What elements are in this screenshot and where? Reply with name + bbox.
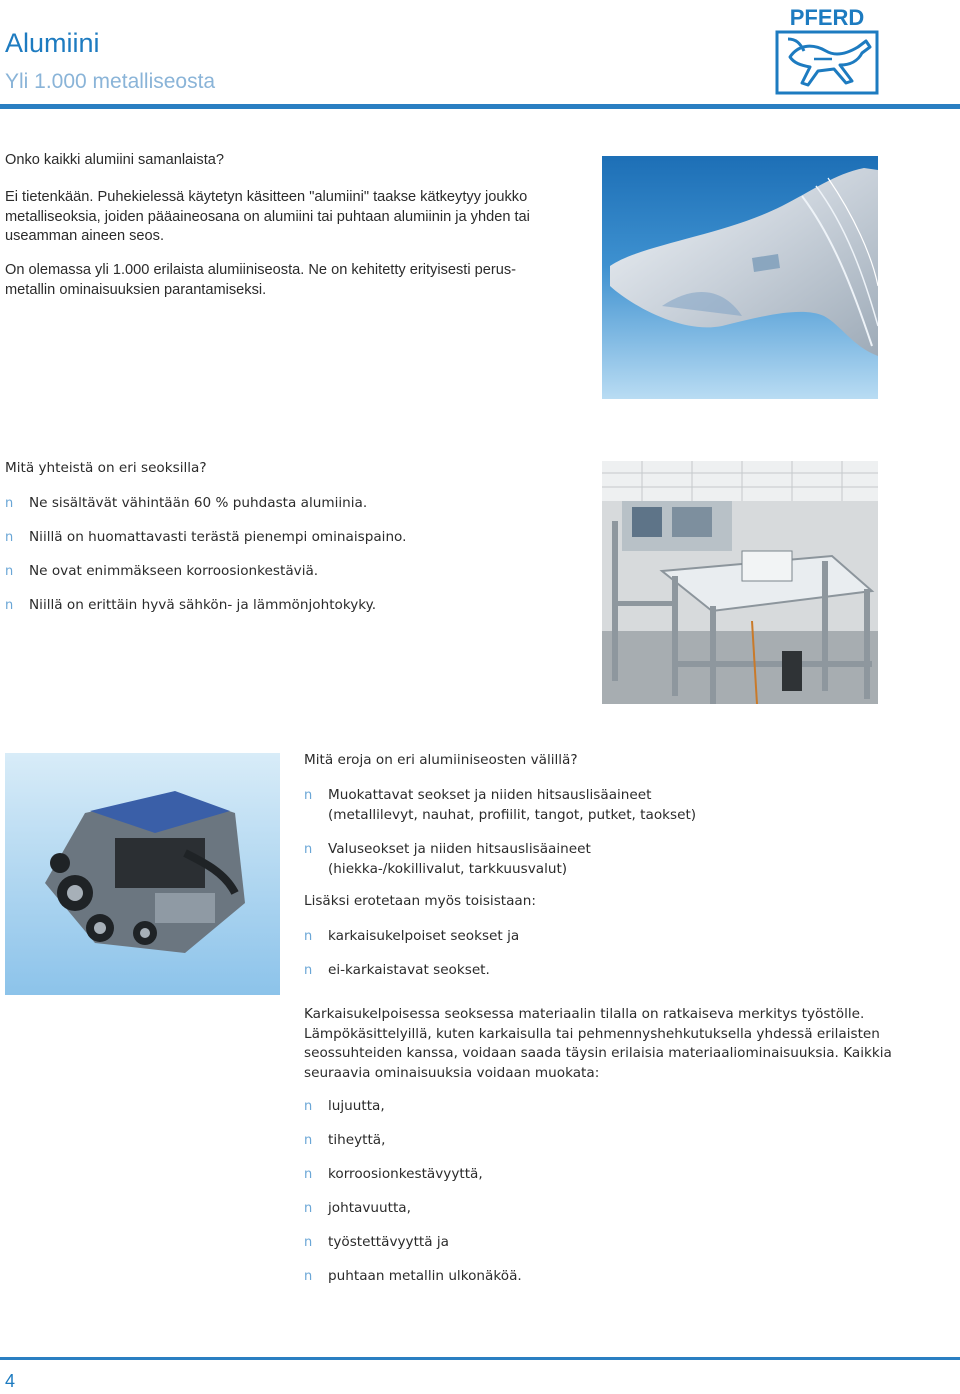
bullet-icon: n	[304, 788, 313, 803]
common-question: Mitä yhteistä on eri seoksilla?	[5, 460, 207, 476]
intro-paragraph-2	[5, 261, 595, 300]
intro-paragraph: Ei tietenkään. Puhekielessä käytetyn käsitteen "alumiini" taakse kätkeytyy joukko metalliseoksia, joiden pääaineosana on alumiini tai puhtaan alumiinin ja yhden tai useamman aineen seos.	[5, 189, 530, 245]
bullet-icon: n	[304, 1099, 313, 1114]
list-item: n Niillä on erittäin hyvä sähkön- ja lämmönjohtokyky.	[5, 596, 406, 630]
page-number: 4	[5, 1371, 16, 1391]
bullet-icon: n	[304, 929, 313, 944]
engine-photo	[5, 753, 280, 995]
list-item: n Niillä on huomattavasti terästä pienempi ominaispaino.	[5, 528, 406, 562]
intro-paragraph-2-line: On olemassa yli 1.000 erilaista alumiiniseosta. Ne on kehitetty erityisesti perus-	[5, 262, 517, 278]
list-item: n korroosionkestävyyttä,	[304, 1165, 522, 1199]
workshop-photo	[602, 461, 878, 704]
hardening-list	[304, 927, 519, 995]
bullet-icon: n	[304, 1269, 313, 1284]
alloy-types-list	[304, 786, 696, 894]
list-item: n ei-karkaistavat seokset.	[304, 961, 519, 995]
list-item: n johtavuutta,	[304, 1199, 522, 1233]
bullet-icon: n	[304, 963, 313, 978]
list-item: n Ne ovat enimmäkseen korroosionkestäviä.	[5, 562, 406, 596]
bullet-icon: n	[304, 1133, 313, 1148]
bullet-icon: n	[304, 1235, 313, 1250]
bullet-icon: n	[5, 530, 14, 545]
list-item: n lujuutta,	[304, 1097, 522, 1131]
list-item: n Valuseokset ja niiden hitsauslisäaineet (hiekka-/kokillivalut, tarkkuusvalut)	[304, 841, 591, 877]
header-rule	[0, 104, 960, 109]
intro-question: Onko kaikki alumiini samanlaista?	[5, 152, 224, 168]
bullet-icon: n	[5, 598, 14, 613]
pferd-logo	[774, 5, 880, 95]
bullet-icon: n	[304, 1201, 313, 1216]
intro-paragraph-2-line: metallin ominaisuuksien parantamiseksi.	[5, 281, 267, 298]
list-item: n työstettävyyttä ja	[304, 1233, 522, 1267]
common-features-list	[5, 494, 406, 630]
properties-list	[304, 1097, 522, 1301]
bullet-icon: n	[5, 564, 14, 579]
footer-rule	[0, 1357, 960, 1360]
bullet-icon: n	[304, 1167, 313, 1182]
also-distinguished: Lisäksi erotetaan myös toisistaan:	[304, 893, 536, 909]
heat-treatment-paragraph: Karkaisukelpoisessa seoksessa materiaalin tilalla on ratkaiseva merkitys työstölle. Lämpökäsittelyillä, kuten karkaisulla tai pehmennyshehkutuksella yhdessä erilaisten seossuhteiden kanssa, voidaan saada täysin erilaisia materiaaliominaisuuksia. Kaikkia seuraavia ominaisuuksia voidaan muokata:	[304, 1006, 892, 1081]
list-item: n Muokattavat seokset ja niiden hitsauslisäaineet (metallilevyt, nauhat, profiilit, tangot, putket, taokset)	[304, 787, 697, 823]
car-body-panel-photo	[602, 156, 878, 399]
page-title: Alumiini	[5, 28, 100, 58]
list-item: n Ne sisältävät vähintään 60 % puhdasta alumiinia.	[5, 494, 406, 528]
logo-wordmark: PFERD	[789, 5, 865, 30]
differences-question: Mitä eroja on eri alumiiniseosten välillä?	[304, 752, 578, 768]
bullet-icon: n	[5, 496, 14, 511]
list-item: n karkaisukelpoiset seokset ja	[304, 927, 519, 961]
list-item: n puhtaan metallin ulkonäköä.	[304, 1267, 522, 1301]
page-subtitle: Yli 1.000 metalliseosta	[5, 70, 216, 93]
bullet-icon: n	[304, 842, 313, 857]
list-item: n tiheyttä,	[304, 1131, 522, 1165]
